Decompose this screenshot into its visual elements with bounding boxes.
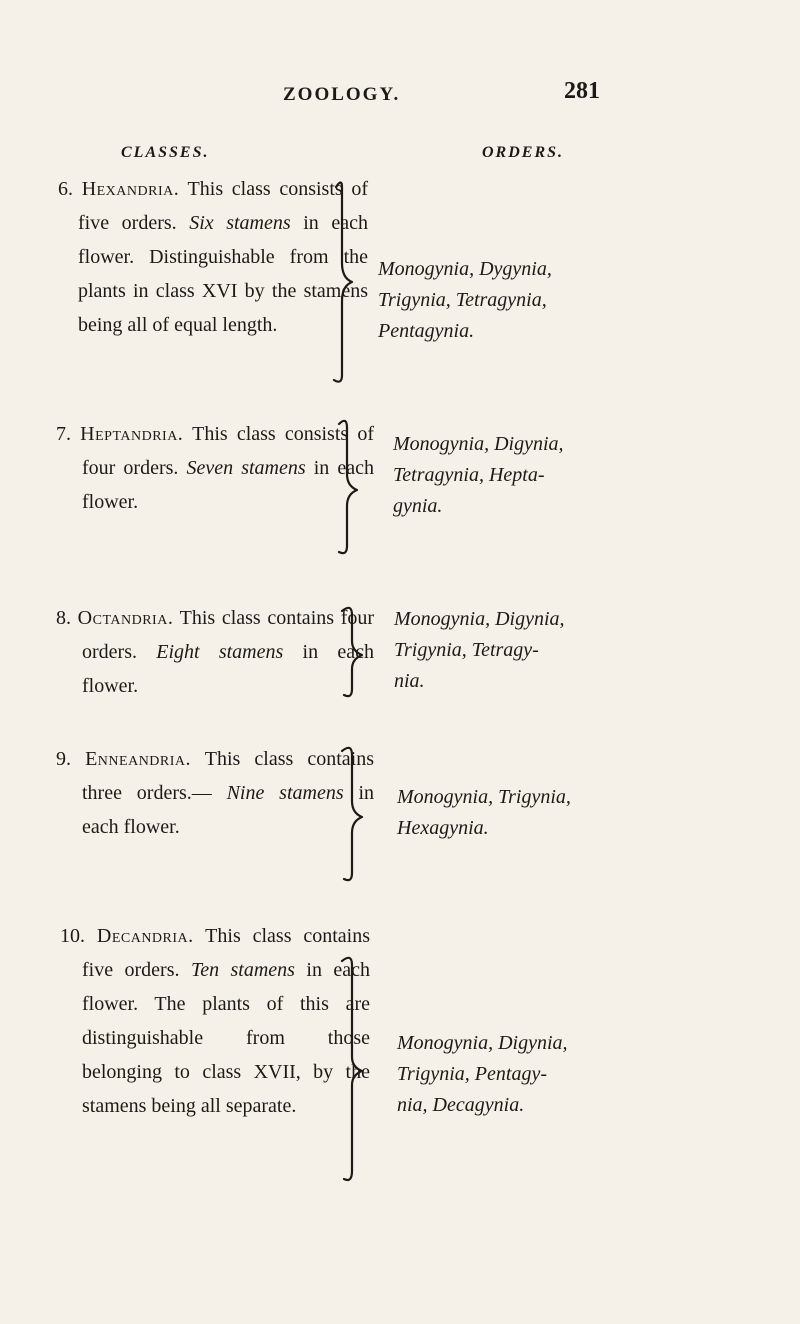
orders-line: Tetragynia, Hepta- bbox=[393, 464, 545, 486]
right-brace-icon bbox=[335, 418, 365, 558]
class-text: in each flower. bbox=[82, 782, 375, 838]
class-text: in each flower. Distinguishable from the plants in class XVI by the stamens being all of equal length. bbox=[78, 212, 368, 336]
class-text: in each flower. bbox=[82, 641, 375, 697]
class-description bbox=[58, 172, 368, 342]
page-number: 281 bbox=[564, 78, 600, 104]
orders-list bbox=[378, 254, 678, 347]
class-number: 6. bbox=[58, 178, 73, 200]
orders-list bbox=[393, 429, 693, 522]
stamens-emphasis: Ten stamens bbox=[190, 959, 295, 981]
class-description bbox=[56, 417, 374, 519]
orders-line: Trigynia, Pentagy- bbox=[397, 1063, 547, 1085]
class-text: This class consists of four orders. bbox=[82, 423, 374, 479]
class-text: in each flower. The plants of this are distinguishable from those belonging to class XVII, by the stamens being all separate. bbox=[82, 959, 371, 1117]
class-name: Octandria. bbox=[77, 607, 174, 629]
right-brace-icon bbox=[340, 745, 370, 885]
orders-line: Pentagynia. bbox=[378, 320, 475, 342]
class-text: This class contains five orders. bbox=[82, 925, 370, 981]
orders-line: Monogynia, Digynia, bbox=[393, 433, 564, 455]
orders-list bbox=[394, 604, 694, 697]
orders-line: Monogynia, Dygynia, bbox=[378, 258, 552, 280]
class-number: 10. bbox=[60, 925, 85, 947]
classes-heading: CLASSES. bbox=[121, 144, 210, 161]
right-brace-icon bbox=[340, 955, 370, 1185]
class-text: This class contains three orders.— bbox=[82, 748, 374, 804]
class-name: Heptandria. bbox=[80, 423, 184, 445]
orders-line: nia. bbox=[394, 670, 425, 692]
stamens-emphasis: Six stamens bbox=[189, 212, 291, 234]
class-number: 7. bbox=[56, 423, 71, 445]
orders-line: Monogynia, Digynia, bbox=[397, 1032, 568, 1054]
class-name: Enneandria. bbox=[85, 748, 192, 770]
class-text: This class consists of five orders. bbox=[78, 178, 369, 234]
class-number: 8. bbox=[56, 607, 71, 629]
orders-line: Hexagynia. bbox=[397, 817, 489, 839]
orders-line: gynia. bbox=[393, 495, 443, 517]
class-text: This class contains four orders. bbox=[82, 607, 375, 663]
orders-heading: ORDERS. bbox=[482, 144, 565, 161]
orders-line: Trigynia, Tetragynia, bbox=[378, 289, 547, 311]
orders-line: nia, Decagynia. bbox=[397, 1094, 525, 1116]
class-description bbox=[56, 742, 374, 844]
running-title: ZOOLOGY. bbox=[283, 84, 401, 105]
right-brace-icon bbox=[340, 605, 370, 701]
stamens-emphasis: Nine stamens bbox=[226, 782, 344, 804]
class-description bbox=[60, 919, 370, 1123]
stamens-emphasis: Eight stamens bbox=[156, 641, 284, 663]
orders-list bbox=[397, 1028, 697, 1121]
class-text: in each flower. bbox=[82, 457, 375, 513]
right-brace-icon bbox=[330, 175, 360, 390]
orders-list bbox=[397, 782, 697, 844]
orders-line: Monogynia, Digynia, bbox=[394, 608, 565, 630]
class-number: 9. bbox=[56, 748, 71, 770]
orders-line: Monogynia, Trigynia, bbox=[397, 786, 571, 808]
running-head bbox=[0, 78, 800, 114]
class-name: Hexandria. bbox=[81, 178, 180, 200]
class-description bbox=[56, 601, 374, 703]
orders-line: Trigynia, Tetragy- bbox=[394, 639, 539, 661]
stamens-emphasis: Seven stamens bbox=[186, 457, 306, 479]
class-name: Decandria. bbox=[96, 925, 194, 947]
